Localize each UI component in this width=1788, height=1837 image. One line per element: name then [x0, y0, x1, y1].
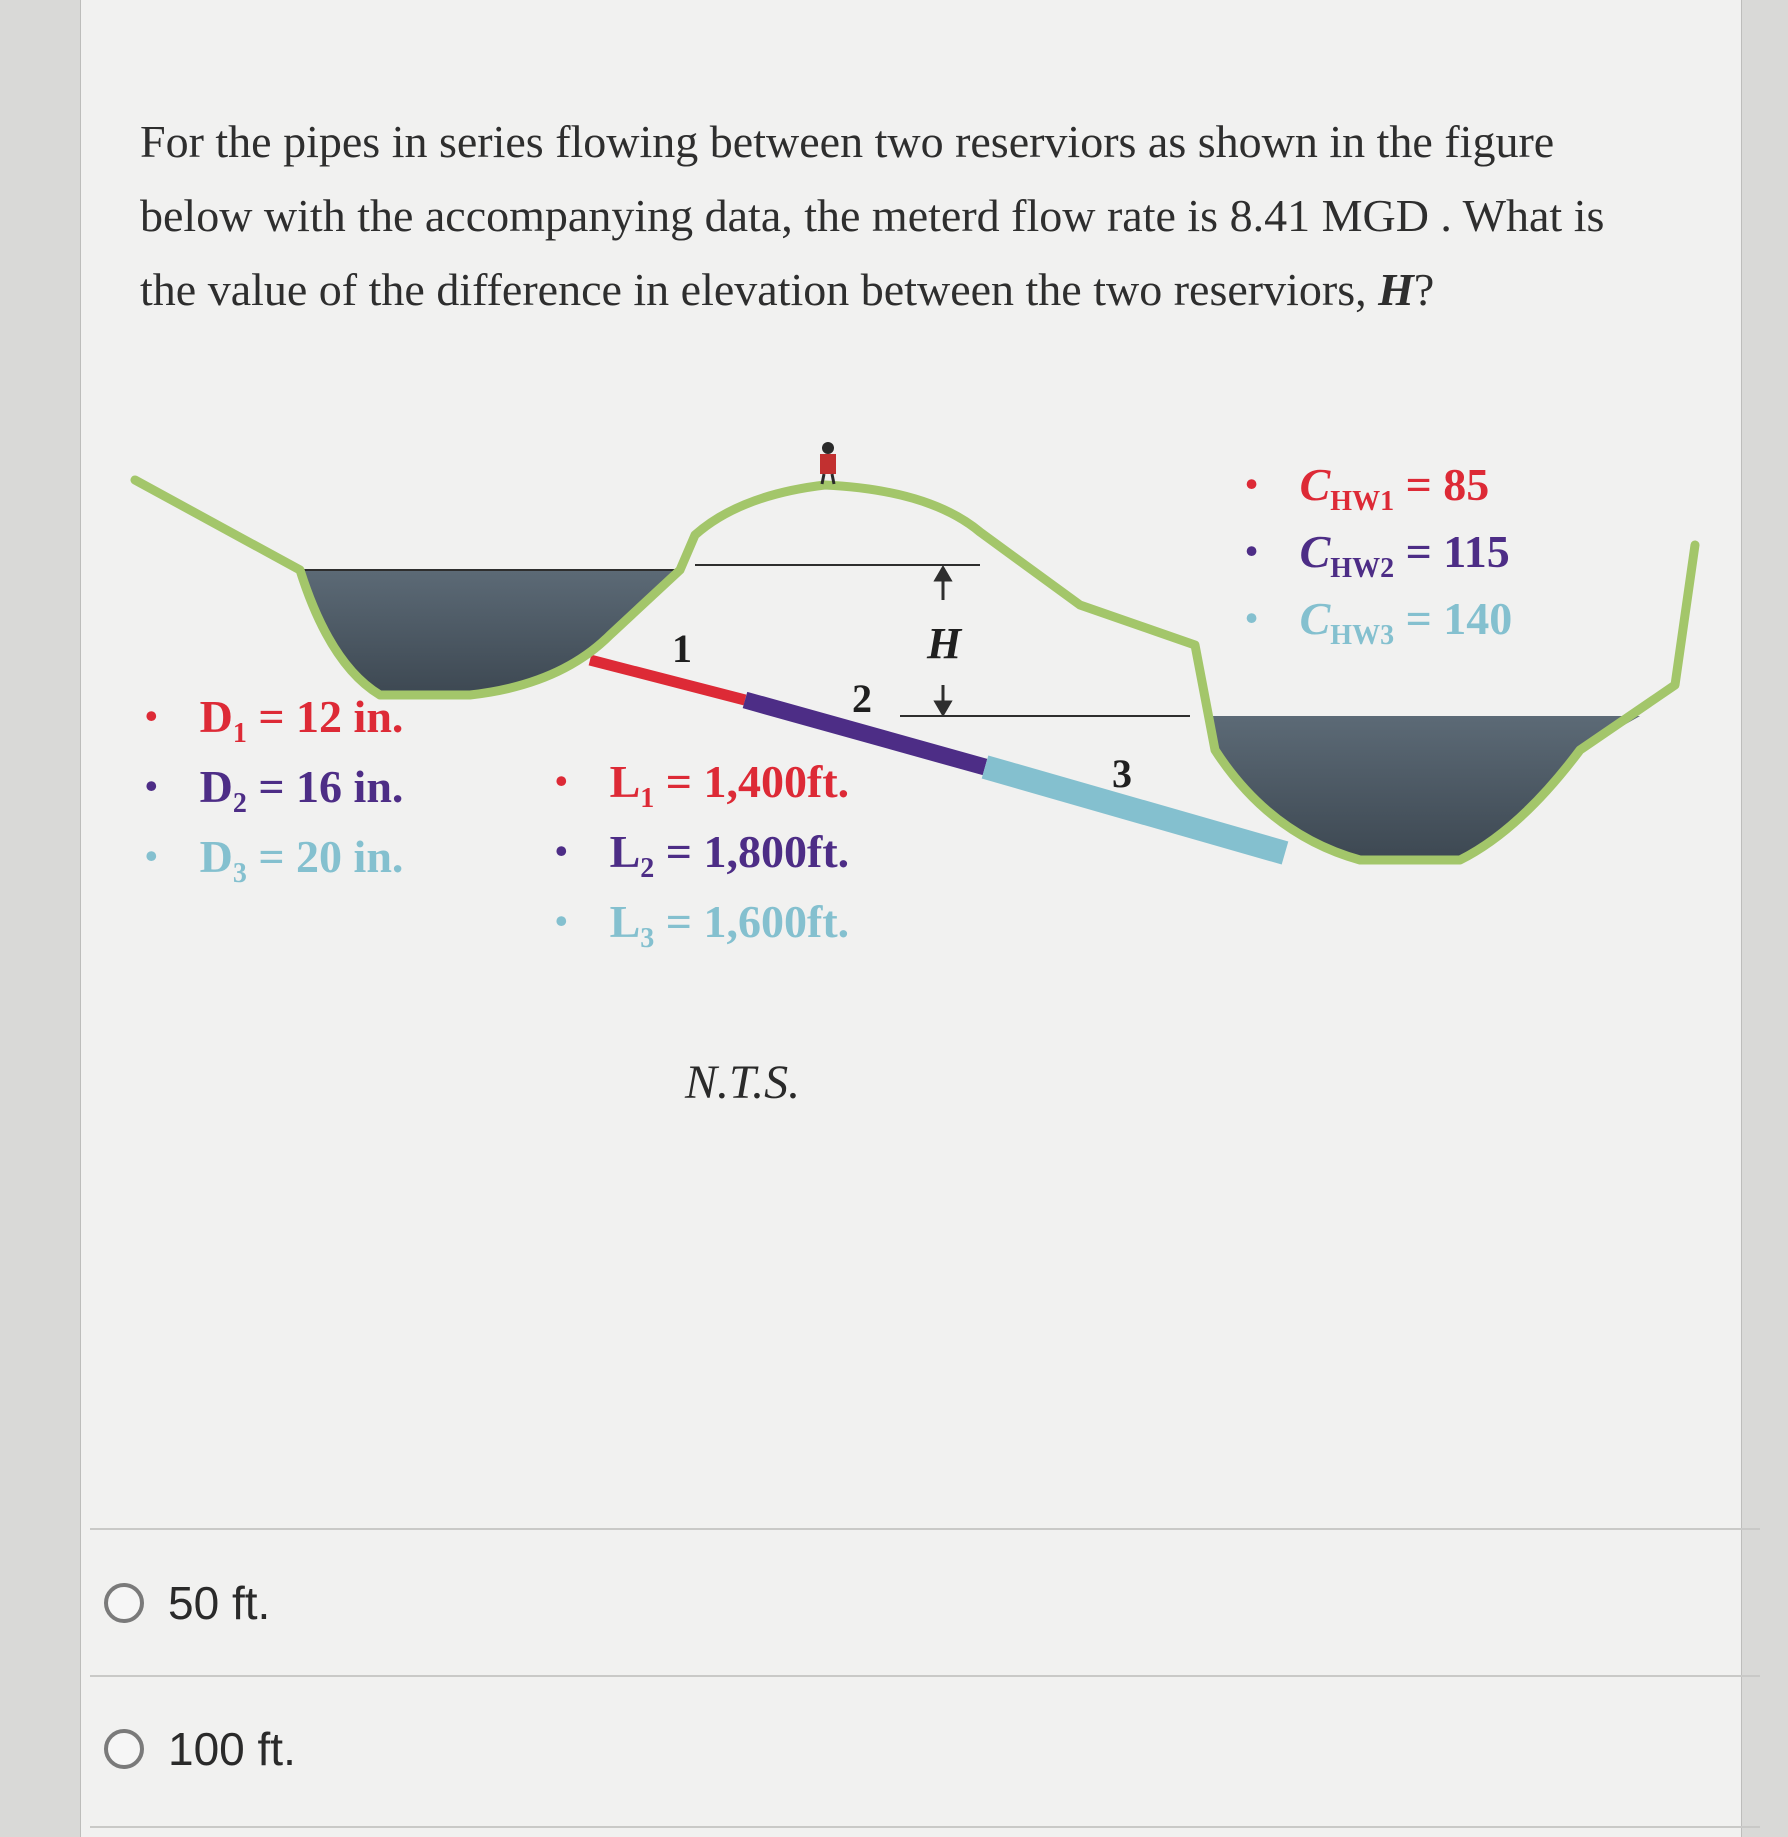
- chw-1: • $C_{HW1} = 85$: [1245, 459, 1490, 518]
- radio-button[interactable]: [104, 1729, 144, 1769]
- answer-option-50[interactable]: [104, 1576, 270, 1630]
- person-icon: [820, 442, 836, 484]
- bullet-icon: •: [555, 761, 568, 801]
- chw-3: • $C_{HW3} = 140$: [1245, 593, 1513, 652]
- answer-option-100[interactable]: [104, 1722, 296, 1776]
- bullet-icon: •: [145, 766, 158, 806]
- question-mark: ?: [1413, 264, 1435, 315]
- length-3: • $L_3 = 1,600ft$.: [555, 896, 850, 955]
- option-divider: [90, 1826, 1760, 1828]
- option-label: 100 ft.: [168, 1723, 296, 1775]
- bullet-icon: •: [555, 831, 568, 871]
- diameter-3: • $D_3 = 20$ in.: [145, 831, 404, 890]
- pipe-2-number: 2: [852, 676, 872, 721]
- length-2: • $L_2 = 1,800ft$.: [555, 826, 850, 885]
- height-label: H: [927, 619, 962, 668]
- question-body: For the pipes in series flowing between two reserviors as shown in the figure below with the accompanying data, the meterd flow rate is 8.41 MGD . What is the value of the difference in elevation between the two reserviors,: [140, 116, 1605, 315]
- pipe-1-number: 1: [672, 626, 692, 671]
- option-divider: [90, 1528, 1760, 1530]
- option-label: 50 ft.: [168, 1577, 271, 1629]
- bullet-icon: •: [1245, 531, 1258, 571]
- question-text: [140, 105, 1640, 327]
- pipe-3-number: 3: [1112, 751, 1132, 796]
- radio-button[interactable]: [104, 1583, 144, 1623]
- diameter-2: • $D_2 = 16$ in.: [145, 761, 404, 820]
- diameter-1: • $D_1 = 12$ in.: [145, 691, 404, 750]
- length-1: • $L_1 = 1,400ft$.: [555, 756, 850, 815]
- pipe-1: [590, 660, 745, 700]
- bullet-icon: •: [1245, 598, 1258, 638]
- option-divider: [90, 1675, 1760, 1677]
- reservoir-figure: [0, 420, 1788, 1140]
- bullet-icon: •: [555, 901, 568, 941]
- not-to-scale-note: N.T.S.: [685, 1056, 801, 1109]
- bullet-icon: •: [145, 836, 158, 876]
- question-variable: H: [1378, 264, 1414, 315]
- h-arrow-down-icon: [936, 685, 950, 714]
- bullet-icon: •: [145, 696, 158, 736]
- bullet-icon: •: [1245, 464, 1258, 504]
- chw-2: • $C_{HW2} = 115$: [1245, 526, 1510, 585]
- h-arrow-up-icon: [936, 568, 950, 600]
